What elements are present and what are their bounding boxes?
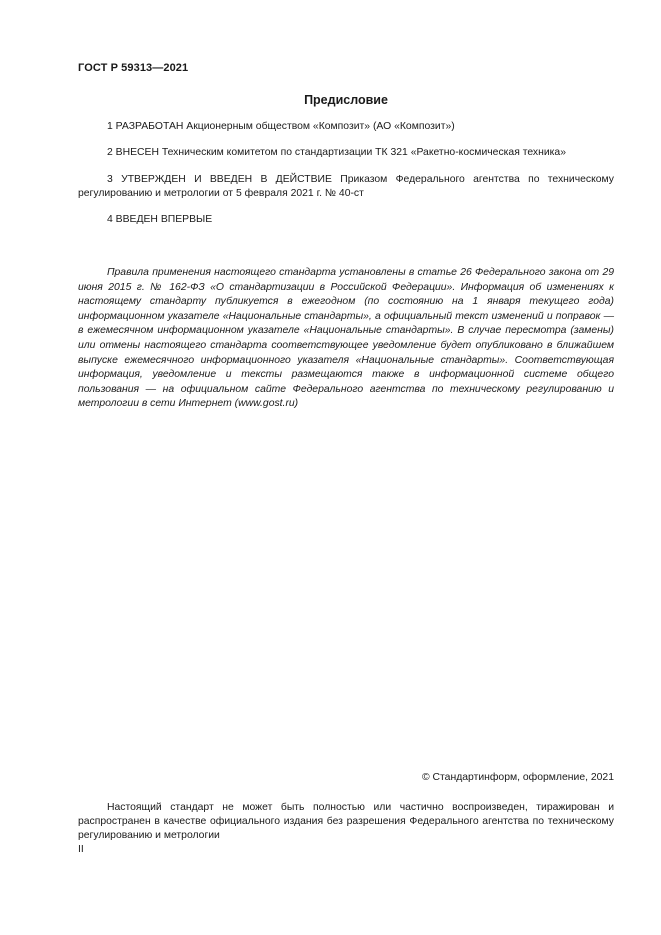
application-rules-notice: Правила применения настоящего стандарта установлены в статье 26 Федерального закона от 29 июня 2015 г. № 162-ФЗ «О стандартизации в Российской Федерации». Информация об изменениях к настоящему стандарту публикуется в ежегодном (по состоянию на 1 января текущего года) информационном указателе «Национальные стандарты», а официальный текст изменений и поправок — в ежемесячном информационном указателе «Национальные стандарты». В случае пересмотра (замены) или отмены настоящего стандарта соответствующее уведомление будет опубликовано в ближайшем выпуске ежемесячного информационного указателя «Национальные стандарты». Соответствующая информация, уведомление и тексты размещаются также в информационной системе общего пользования — на официальном сайте Федерального агентства по техническому регулированию и метрологии в сети Интернет (www.gost.ru)	[78, 267, 614, 410]
foreword-item-approved: 3 УТВЕРЖДЕН И ВВЕДЕН В ДЕЙСТВИЕ Приказом Федерального агентства по техническому регулированию и метрологии от 5 февраля 2021 г. № 40-ст	[78, 174, 614, 199]
copyright-line: © Стандартинформ, оформление, 2021	[421, 772, 614, 783]
document-code: ГОСТ Р 59313—2021	[78, 62, 189, 74]
page-title: Предисловие	[304, 93, 388, 107]
reproduction-notice: Настоящий стандарт не может быть полностью или частично воспроизведен, тиражирован и распространен в качестве официального издания без разрешения Федерального агентства по техническому регулированию и метрологии	[78, 802, 614, 841]
page-number: II	[78, 844, 84, 855]
foreword-item-introduced: 4 ВВЕДЕН ВПЕРВЫЕ	[107, 214, 213, 225]
foreword-item-developed: 1 РАЗРАБОТАН Акционерным обществом «Композит» (АО «Композит»)	[107, 121, 455, 132]
foreword-item-submitted: 2 ВНЕСЕН Техническим комитетом по стандартизации ТК 321 «Ракетно-космическая техника»	[107, 147, 566, 158]
